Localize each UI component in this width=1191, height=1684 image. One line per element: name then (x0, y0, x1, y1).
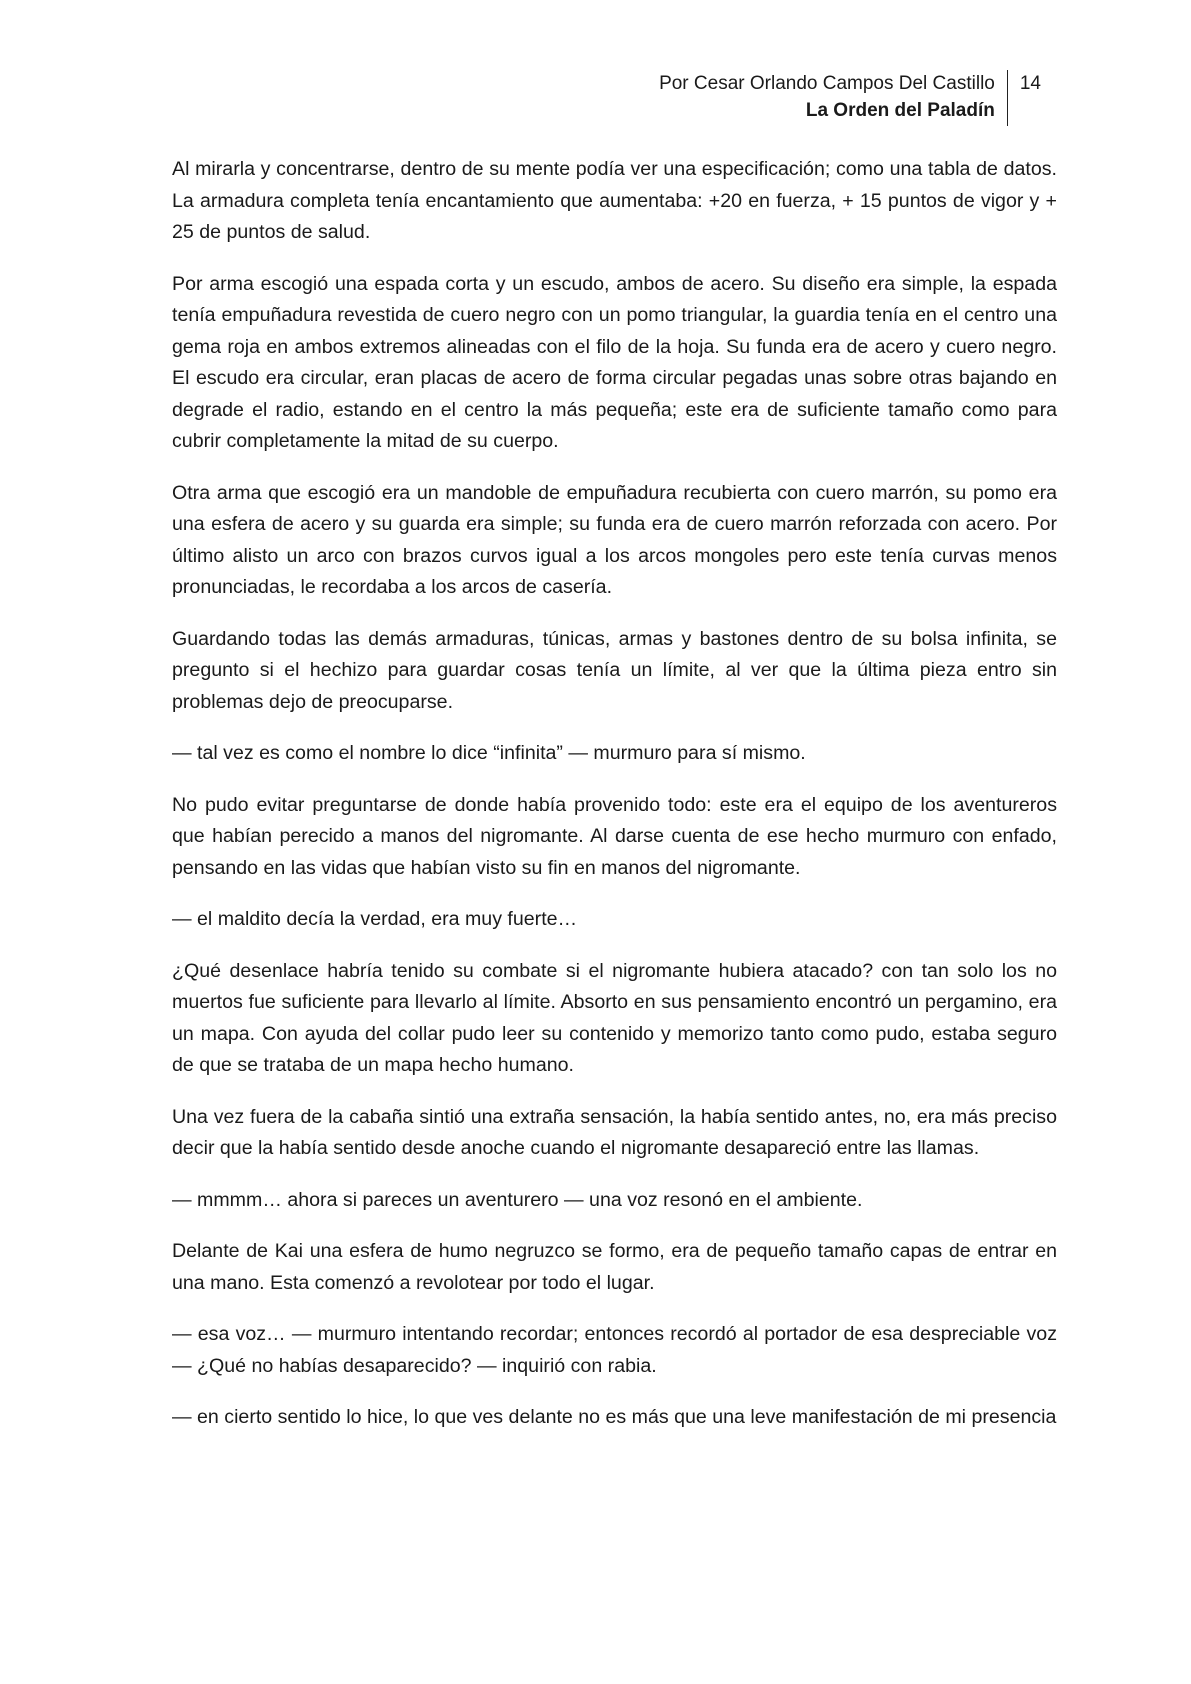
paragraph: — en cierto sentido lo hice, lo que ves delante no es más que una leve manifestación de mi presencia (172, 1406, 1057, 1428)
paragraph: Otra arma que escogió era un mandoble de empuñadura recubierta con cuero marrón, su pomo era una esfera de acero y su guarda era simple; su funda era de cuero marrón reforzada con acero. Por último alisto un arco con brazos curvos igual a los arcos mongoles pero este tenía curvas menos pronunciadas, le recordaba a los arcos de casería. (172, 481, 1057, 598)
paragraph: Guardando todas las demás armaduras, túnicas, armas y bastones dentro de su bolsa infinita, se pregunto si el hechizo para guardar cosas tenía un límite, al ver que la última pieza entro sin problemas dejo de preocuparse. (172, 627, 1057, 713)
paragraph: — mmmm… ahora si pareces un aventurero — una voz resonó en el ambiente. (172, 1188, 863, 1211)
page-number: 14 (1019, 73, 1041, 94)
paragraph: — tal vez es como el nombre lo dice “infinita” — murmuro para sí mismo. (172, 742, 806, 764)
paragraph: — esa voz… — murmuro intentando recordar; entonces recordó al portador de esa despreciable voz — ¿Qué no habías desaparecido? — inquirió con rabia. (172, 1323, 1057, 1377)
paragraph: ¿Qué desenlace habría tenido su combate si el nigromante hubiera atacado? con tan solo los no muertos fue suficiente para llevarlo al límite. Absorto en sus pensamiento encontró un pergamino, era un mapa. Con ayuda del collar pudo leer su contenido y memorizo tanto como pudo, estaba seguro de que se trataba de un mapa hecho humano. (172, 959, 1057, 1076)
paragraph: Una vez fuera de la cabaña sintió una extraña sensación, la había sentido antes, no, era más preciso decir que la había sentido desde anoche cuando el nigromante desapareció entre las llamas. (172, 1105, 1057, 1159)
paragraph: Por arma escogió una espada corta y un escudo, ambos de acero. Su diseño era simple, la espada tenía empuñadura revestida de cuero negro con un pomo triangular, la guardia tenía en el centro una gema roja en ambos extremos alineadas con el filo de la hoja. Su funda era de acero y cuero negro. El escudo era circular, eran placas de acero de forma circular pegadas unas sobre otras bajando en degrade el radio, estando en el centro la más pequeña; este era de suficiente tamaño como para cubrir completamente la mitad de su cuerpo. (172, 272, 1057, 452)
body-text (172, 154, 1057, 1454)
header-book-title: La Orden del Paladín (805, 100, 995, 121)
header-author: Por Cesar Orlando Campos Del Castillo (659, 73, 995, 94)
paragraph: — el maldito decía la verdad, era muy fuerte… (172, 908, 578, 930)
paragraph: Al mirarla y concentrarse, dentro de su mente podía ver una especificación; como una tabla de datos. La armadura completa tenía encantamiento que aumentaba: +20 en fuerza, + 15 puntos de vigor y + 25 de puntos de salud. (172, 158, 1057, 243)
paragraph: Delante de Kai una esfera de humo negruzco se formo, era de pequeño tamaño capas de entrar en una mano. Esta comenzó a revolotear por todo el lugar. (172, 1240, 1057, 1294)
page-header (659, 70, 1041, 126)
header-text-block (659, 70, 1007, 124)
paragraph: No pudo evitar preguntarse de donde había provenido todo: este era el equipo de los aventureros que habían perecido a manos del nigromante. Al darse cuenta de ese hecho murmuro con enfado, pensando en las vidas que habían visto su fin en manos del nigromante. (172, 793, 1057, 879)
